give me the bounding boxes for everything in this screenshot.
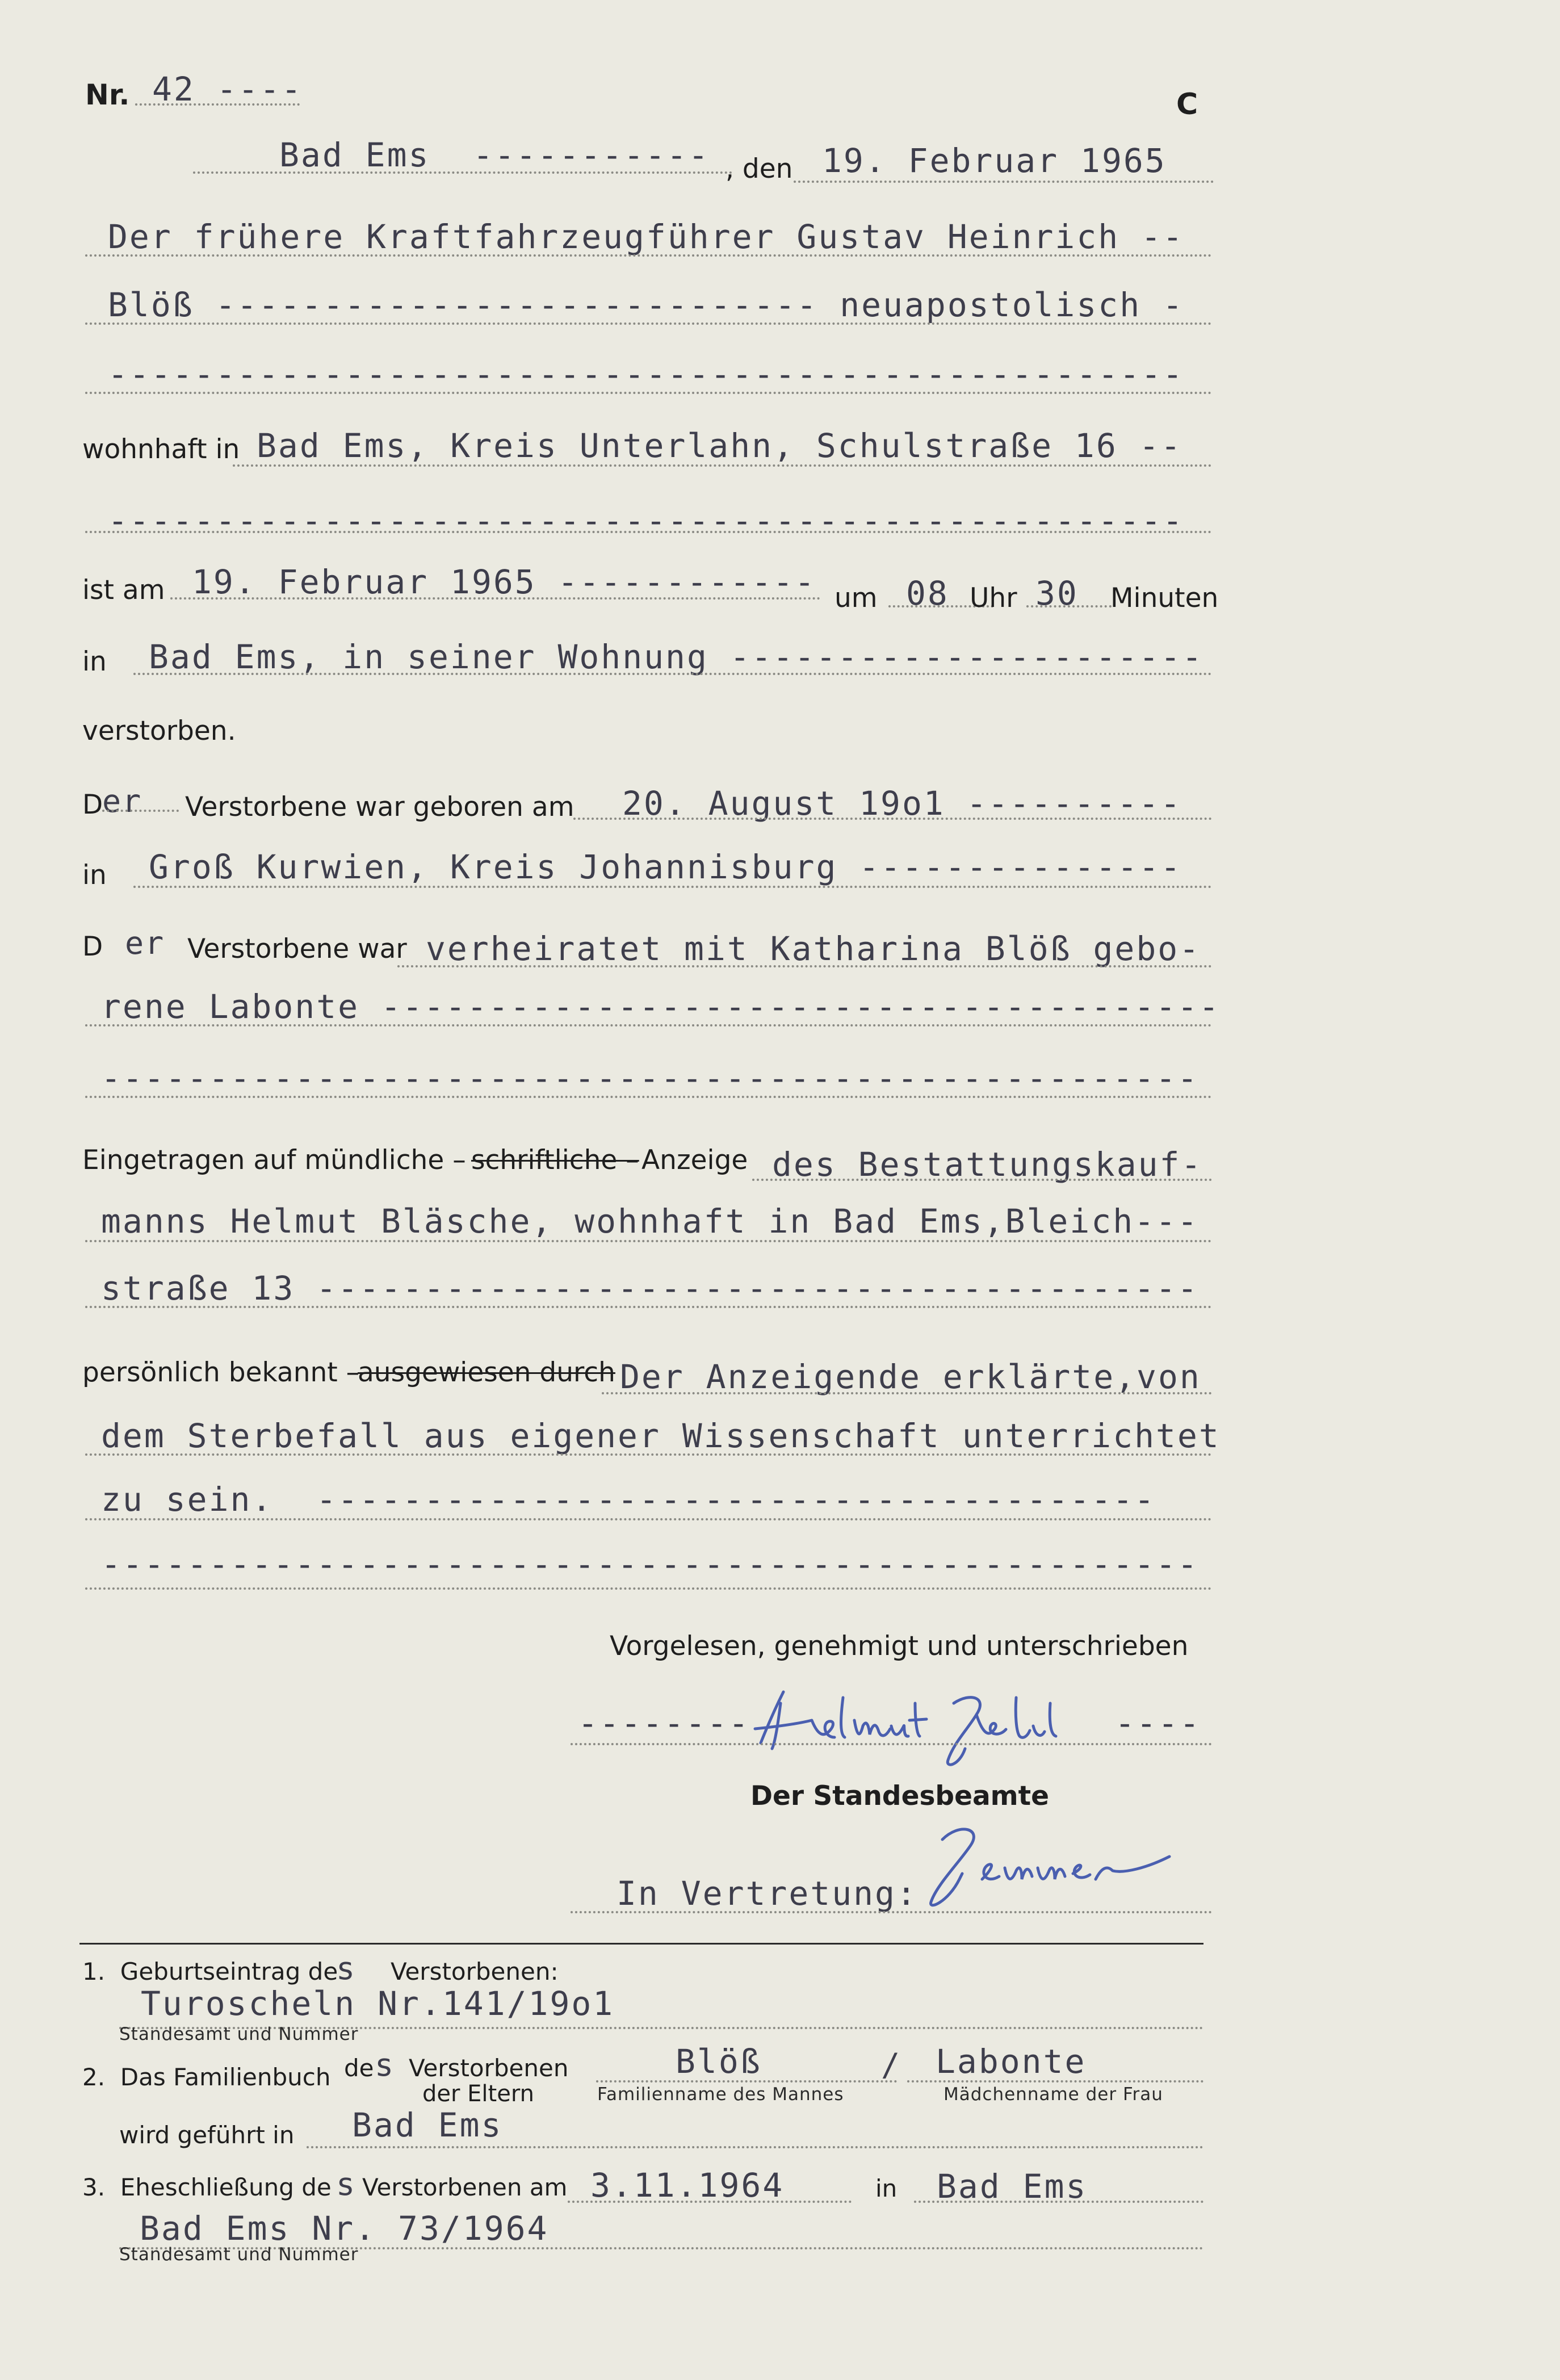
family-name-husband: Blöß bbox=[676, 2042, 762, 2081]
informant-dotline-3 bbox=[85, 1306, 1212, 1308]
born-article-dotline bbox=[102, 810, 179, 812]
register-place: Bad Ems ----------- bbox=[279, 136, 710, 174]
born-prefix: D bbox=[82, 789, 103, 820]
death-date: 19. Februar 1965 ------------ bbox=[192, 563, 816, 601]
fn2-small-frau: Mädchenname der Frau bbox=[943, 2084, 1163, 2105]
register-date: 19. Februar 1965 bbox=[822, 141, 1167, 180]
deceased-name-line-1: Der frühere Kraftfahrzeugführer Gustav Heinrich -- bbox=[108, 217, 1184, 256]
fn3-label2: Verstorbenen am bbox=[362, 2173, 568, 2201]
informant-dotline-2 bbox=[85, 1240, 1212, 1242]
marriage-registry: Bad Ems Nr. 73/1964 bbox=[140, 2209, 549, 2248]
fn3-date-dotline bbox=[568, 2201, 852, 2203]
nr-dotline bbox=[135, 103, 300, 106]
schriftliche-struck: schriftliche – bbox=[471, 1145, 639, 1176]
deceased-name-line-2: Blöß ---------------------------- neuapostolisch - bbox=[108, 286, 1184, 324]
fn1-label: 1. Geburtseintrag de bbox=[82, 1958, 338, 1985]
death-date-dotline bbox=[170, 597, 820, 600]
identification-dotline-3 bbox=[85, 1518, 1212, 1520]
informant-line-1: des Bestattungskauf- bbox=[772, 1145, 1203, 1184]
ist-am-label: ist am bbox=[82, 575, 165, 606]
fn3-small: Standesamt und Nummer bbox=[119, 2244, 359, 2265]
fn2-gefuehrt: wird geführt in bbox=[119, 2121, 295, 2149]
fn3-s: s bbox=[336, 2166, 357, 2202]
minute-dotline bbox=[1026, 605, 1112, 607]
footnote-divider bbox=[79, 1943, 1203, 1945]
eingetragen-label: Eingetragen auf mündliche – bbox=[82, 1145, 466, 1176]
place-dotline bbox=[193, 171, 732, 174]
identification-line-4: --------------------------------------------------- bbox=[101, 1545, 1199, 1583]
fn2-des: de bbox=[344, 2054, 374, 2082]
fn1-s: s bbox=[336, 1950, 357, 1987]
name-dotline-2 bbox=[85, 322, 1212, 325]
registrar-signature bbox=[908, 1817, 1226, 1919]
verstorben-label: verstorben. bbox=[82, 715, 236, 747]
informant-line-2: manns Helmut Bläsche, wohnhaft in Bad Ems,Bleich--- bbox=[101, 1202, 1199, 1241]
minuten-label: Minuten bbox=[1110, 583, 1219, 614]
death-place: Bad Ems, in seiner Wohnung ---------------------- bbox=[149, 638, 1204, 676]
in-label: in bbox=[82, 646, 107, 677]
nr-value: 42 ---- bbox=[152, 70, 303, 108]
deceased-name-line-3: -------------------------------------------------- bbox=[108, 355, 1184, 393]
marital-status-line-1: verheiratet mit Katharina Blöß gebo- bbox=[426, 929, 1201, 968]
name-dotline-3 bbox=[85, 392, 1212, 394]
den-label: , den bbox=[726, 153, 793, 185]
birth-date-dotline bbox=[573, 818, 1212, 820]
marital-dotline-3 bbox=[85, 1096, 1212, 1098]
fn2-frau-dotline bbox=[907, 2080, 1203, 2082]
fn1-label2: Verstorbenen: bbox=[391, 1958, 559, 1985]
residence-value: Bad Ems, Kreis Unterlahn, Schulstraße 16 -- bbox=[257, 426, 1182, 465]
residence-dotline-2 bbox=[85, 531, 1212, 533]
fn3-in: in bbox=[875, 2174, 898, 2202]
vorgelesen-text: Vorgelesen, genehmigt und unterschrieben bbox=[610, 1631, 1189, 1662]
marital-dotline-1 bbox=[397, 965, 1212, 967]
corner-letter: C bbox=[1176, 87, 1198, 121]
identification-dotline-2 bbox=[85, 1453, 1212, 1456]
informant-line-3: straße 13 ----------------------------------------- bbox=[101, 1269, 1199, 1308]
marriage-place: Bad Ems bbox=[937, 2167, 1088, 2206]
death-hour: 08 bbox=[906, 574, 949, 613]
informant-dotline-1 bbox=[752, 1179, 1212, 1181]
anzeige-label: Anzeige bbox=[641, 1145, 748, 1176]
identification-dotline-1 bbox=[602, 1392, 1212, 1394]
bekannt-label: persönlich bekannt – bbox=[82, 1357, 360, 1388]
identification-line-2: dem Sterbefall aus eigener Wissenschaft unterrichtet bbox=[101, 1417, 1221, 1455]
married-article: er bbox=[125, 925, 165, 961]
birth-entry: Turoscheln Nr.141/19o1 bbox=[141, 1984, 615, 2023]
identification-dotline-4 bbox=[85, 1587, 1212, 1590]
fn1-small: Standesamt und Nummer bbox=[119, 2024, 359, 2044]
uhr-label: Uhr bbox=[970, 583, 1017, 614]
marital-status-line-3: --------------------------------------------------- bbox=[101, 1059, 1199, 1097]
wohnhaft-label: wohnhaft in bbox=[82, 434, 240, 465]
ausgewiesen-struck: ausgewiesen durch bbox=[358, 1357, 615, 1388]
signature-dashes-right: ---- bbox=[1115, 1704, 1201, 1742]
marital-status-line-2: rene Labonte --------------------------------------- bbox=[101, 987, 1221, 1026]
born-label: Verstorbene war geboren am bbox=[185, 791, 574, 823]
residence-line-2: -------------------------------------------------- bbox=[108, 501, 1184, 540]
informant-signature bbox=[749, 1681, 1079, 1771]
registrar-title: Der Standesbeamte bbox=[750, 1780, 1049, 1812]
residence-dotline bbox=[233, 464, 1212, 467]
um-label: um bbox=[834, 583, 878, 614]
marriage-date: 3.11.1964 bbox=[590, 2166, 785, 2205]
in-vertretung: In Vertretung: bbox=[617, 1874, 918, 1913]
birth-date: 20. August 19o1 ---------- bbox=[622, 784, 1182, 823]
fn2-mann-dotline bbox=[596, 2080, 897, 2082]
fn2-label2: Verstorbenen bbox=[409, 2054, 569, 2082]
name-dotline-1 bbox=[85, 254, 1212, 257]
death-place-dotline bbox=[133, 673, 1212, 675]
date-dotline bbox=[794, 181, 1214, 183]
birth-place: Groß Kurwien, Kreis Johannisburg --------------- bbox=[149, 848, 1182, 886]
marital-dotline-2 bbox=[85, 1024, 1212, 1026]
fn2-slash: / bbox=[881, 2047, 901, 2083]
signature-dotline bbox=[571, 1743, 1212, 1745]
born-article: er bbox=[102, 783, 142, 819]
identification-line-1: Der Anzeigende erklärte,von bbox=[620, 1357, 1201, 1396]
fn2-small-mann: Familienname des Mannes bbox=[597, 2084, 844, 2105]
fn2-eltern: der Eltern bbox=[422, 2081, 534, 2107]
maiden-name-wife: Labonte bbox=[936, 2042, 1087, 2081]
family-book-place: Bad Ems bbox=[352, 2106, 503, 2144]
in-label-birth: in bbox=[82, 860, 107, 891]
fn2-place-dotline bbox=[307, 2146, 1203, 2148]
fn2-s: s bbox=[375, 2047, 395, 2083]
vertretung-dotline bbox=[571, 1911, 1212, 1913]
death-minute: 30 bbox=[1035, 574, 1079, 613]
married-prefix: D bbox=[82, 931, 103, 962]
signature-dashes-left: -------- bbox=[578, 1704, 750, 1742]
married-label: Verstorbene war bbox=[187, 933, 407, 965]
identification-line-3: zu sein. --------------------------------------- bbox=[101, 1480, 1156, 1519]
fn3-label: 3. Eheschließung de bbox=[82, 2173, 332, 2201]
birth-place-dotline bbox=[133, 886, 1212, 888]
nr-label: Nr. bbox=[85, 78, 130, 111]
fn2-label: 2. Das Familienbuch bbox=[82, 2063, 331, 2091]
fn3-place-dotline bbox=[914, 2201, 1203, 2203]
